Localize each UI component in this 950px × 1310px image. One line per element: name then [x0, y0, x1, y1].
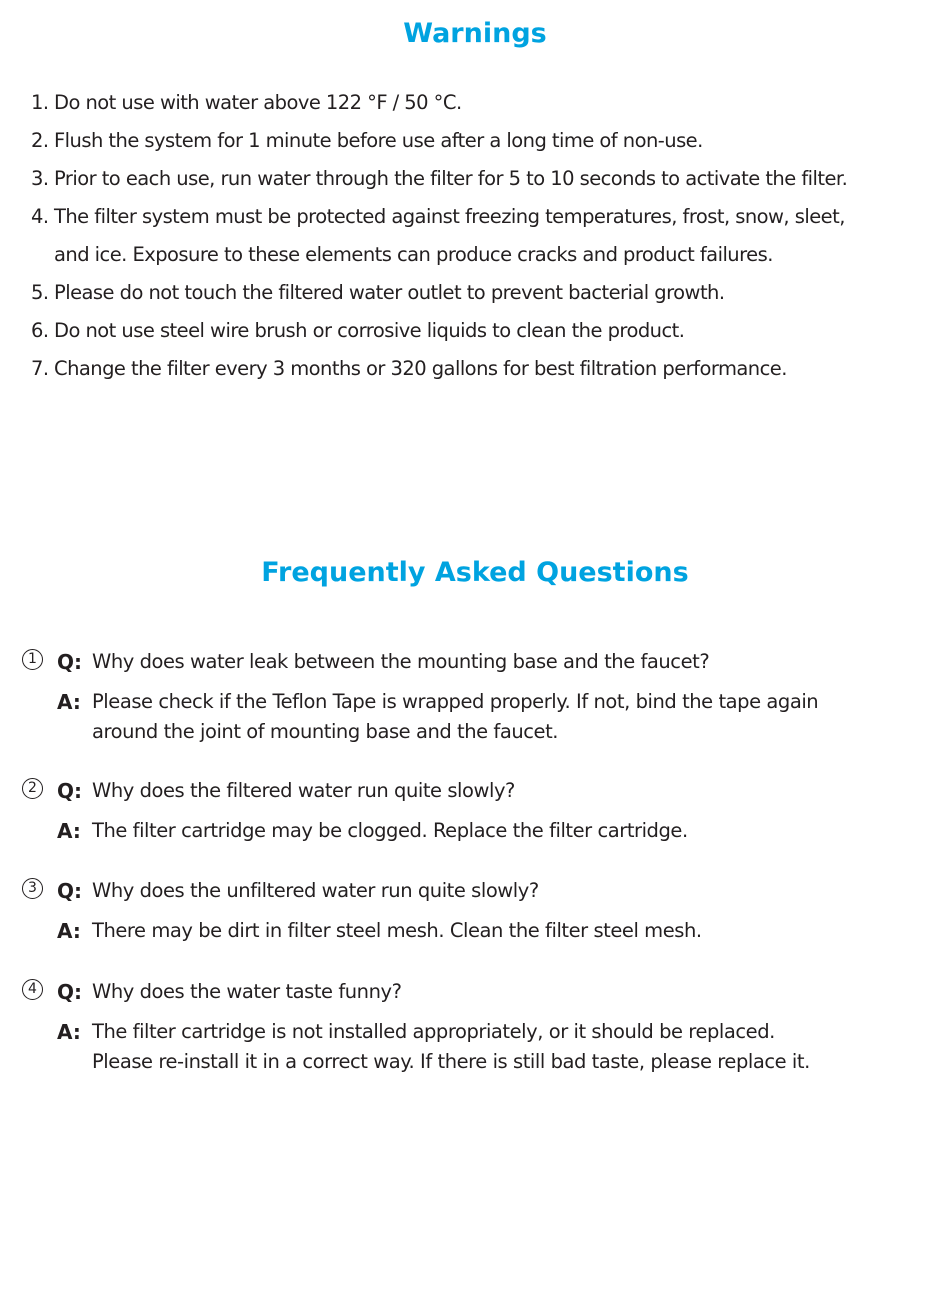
answer-line: The filter cartridge is not installed appropriately, or it should be replaced.	[92, 1020, 775, 1043]
warning-item	[0, 84, 950, 122]
warning-number: 5.	[31, 281, 49, 304]
answer-line: Please check if the Teflon Tape is wrapped properly. If not, bind the tape again	[92, 690, 819, 713]
faq-number-circle: 4	[22, 979, 43, 1000]
answer-text	[92, 816, 942, 846]
question-label: Q:	[57, 879, 82, 903]
warning-item	[0, 312, 950, 350]
warning-number: 4.	[31, 205, 49, 228]
question-text: Why does the water taste funny?	[92, 980, 402, 1003]
warnings-list	[0, 84, 950, 388]
question-text: Why does the filtered water run quite slowly?	[92, 779, 515, 802]
warning-number: 6.	[31, 319, 49, 342]
warning-text: Change the filter every 3 months or 320 gallons for best filtration performance.	[54, 357, 787, 380]
question-text: Why does water leak between the mounting base and the faucet?	[92, 650, 710, 673]
question-text: Why does the unfiltered water run quite slowly?	[92, 879, 539, 902]
warning-item	[0, 198, 950, 274]
warning-text: Flush the system for 1 minute before use after a long time of non-use.	[54, 129, 703, 152]
answer-label: A:	[57, 919, 81, 943]
warning-text-continued: and ice. Exposure to these elements can produce cracks and product failures.	[54, 243, 773, 266]
answer-text	[92, 916, 942, 946]
answer-line: There may be dirt in filter steel mesh. Clean the filter steel mesh.	[92, 919, 702, 942]
answer-line: Please re-install it in a correct way. If there is still bad taste, please replace it.	[92, 1050, 810, 1073]
warning-text: Do not use with water above 122 °F / 50 °C.	[54, 91, 462, 114]
warnings-title: Warnings	[403, 18, 547, 49]
faq-number-circle: 2	[22, 778, 43, 799]
answer-label: A:	[57, 690, 81, 714]
warning-number: 2.	[31, 129, 49, 152]
warning-text: Please do not touch the filtered water outlet to prevent bacterial growth.	[54, 281, 725, 304]
answer-label: A:	[57, 819, 81, 843]
warning-item	[0, 122, 950, 160]
answer-line: The filter cartridge may be clogged. Replace the filter cartridge.	[92, 819, 688, 842]
warning-number: 3.	[31, 167, 49, 190]
warning-text: Prior to each use, run water through the filter for 5 to 10 seconds to activate the filter.	[54, 167, 848, 190]
answer-line: around the joint of mounting base and the faucet.	[92, 720, 559, 743]
answer-text	[92, 687, 942, 747]
warning-item	[0, 350, 950, 388]
faq-title: Frequently Asked Questions	[261, 557, 689, 588]
warning-number: 7.	[31, 357, 49, 380]
question-label: Q:	[57, 980, 82, 1004]
warning-item	[0, 160, 950, 198]
warning-text: The filter system must be protected against freezing temperatures, frost, snow, sleet,	[54, 205, 845, 228]
warning-item	[0, 274, 950, 312]
faq-number-circle: 3	[22, 878, 43, 899]
answer-label: A:	[57, 1020, 81, 1044]
warning-number: 1.	[31, 91, 49, 114]
warning-text: Do not use steel wire brush or corrosive liquids to clean the product.	[54, 319, 685, 342]
answer-text	[92, 1017, 942, 1077]
faq-number-circle: 1	[22, 649, 43, 670]
question-label: Q:	[57, 779, 82, 803]
question-label: Q:	[57, 650, 82, 674]
